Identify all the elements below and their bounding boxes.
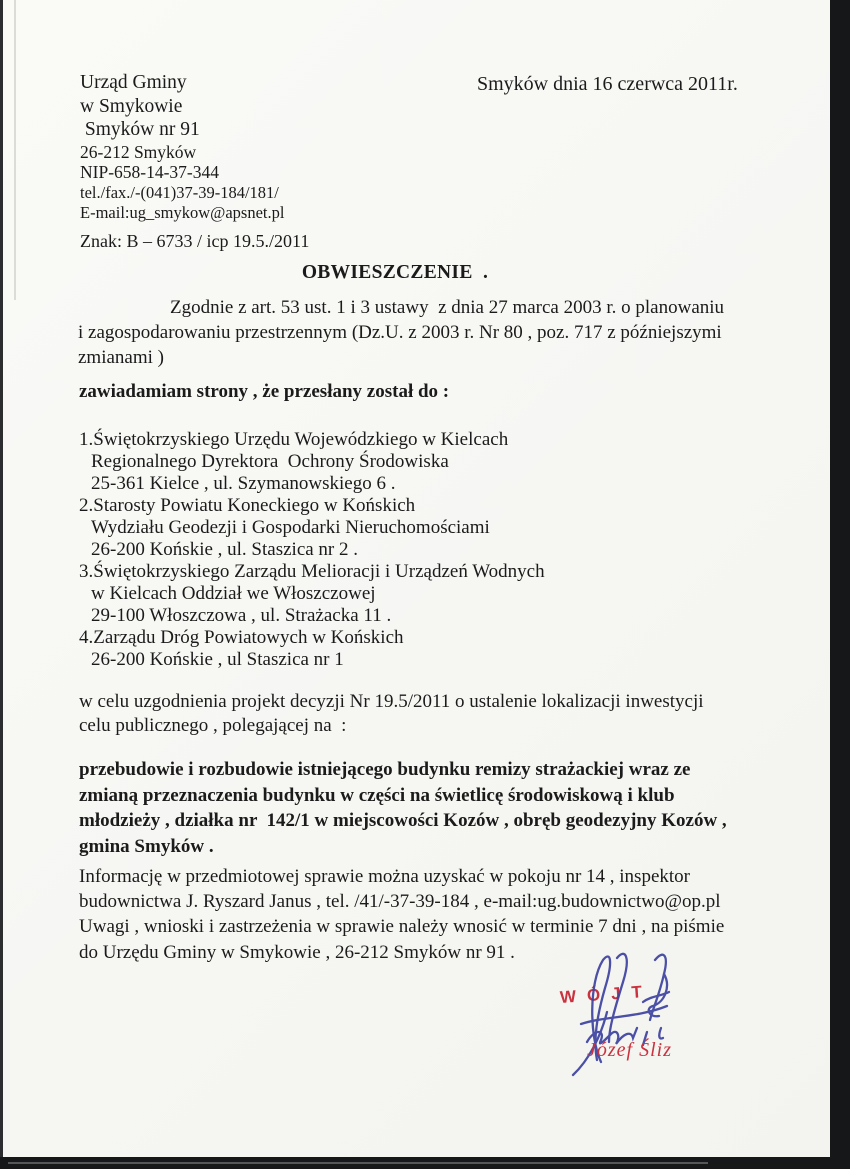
sender-name: Urząd Gminy <box>80 72 187 93</box>
recipient-3-address: 29-100 Włoszczowa , ul. Strażacka 11 . <box>91 605 392 626</box>
sender-address-block <box>80 71 284 223</box>
scan-artifact-streak <box>14 0 16 300</box>
contact-info-line: budownictwa J. Ryszard Janus , tel. /41/-37-39-184 , e-mail:ug.budownictwo@op.pl <box>79 891 721 913</box>
sender-postcode: 26-212 Smyków <box>80 141 197 162</box>
contact-info-line: do Urzędu Gminy w Smykowie , 26-212 Smyków nr 91 . <box>79 941 515 963</box>
mayor-stamp-name: Józef Śliz <box>587 1039 672 1061</box>
recipient-2-address: 26-200 Końskie , ul. Staszica nr 2 . <box>91 539 359 560</box>
handwritten-signature-ink <box>543 944 713 1084</box>
project-description-line: zmianą przeznaczenia budynku w części na świetlicę środowiskową i klub <box>79 784 675 806</box>
place-and-date: Smyków dnia 16 czerwca 2011r. <box>477 73 738 95</box>
mayor-stamp-title: WÓJT <box>559 981 654 1007</box>
recipient-1-detail: Regionalnego Dyrektora Ochrony Środowiska <box>91 451 449 472</box>
project-description-paragraph <box>79 757 727 859</box>
recipient-1-name: 1.Świętokrzyskiego Urzędu Wojewódzkiego w Kielcach <box>79 429 509 450</box>
recipient-2-detail: Wydziału Geodezji i Gospodarki Nieruchomościami <box>91 517 490 538</box>
sender-locality: w Smykowie <box>80 95 183 117</box>
project-description-line: gmina Smyków . <box>79 835 214 857</box>
project-description-line: przebudowie i rozbudowie istniejącego budynku remizy strażackiej wraz ze <box>79 759 691 780</box>
legal-basis-line: Zgodnie z art. 53 ust. 1 i 3 ustawy z dnia 27 marca 2003 r. o planowaniu <box>170 297 725 318</box>
project-description-line: młodzieży , działka nr 142/1 w miejscowości Kozów , obręb geodezyjny Kozów , <box>79 810 727 831</box>
purpose-line: celu publicznego , polegającej na : <box>79 714 347 736</box>
legal-basis-paragraph <box>78 295 724 370</box>
sender-nip: NIP-658-14-37-344 <box>80 162 220 182</box>
legal-basis-line: i zagospodarowaniu przestrzennym (Dz.U. z 2003 r. Nr 80 , poz. 717 z późniejszymi <box>78 322 722 343</box>
recipient-4-address: 26-200 Końskie , ul Staszica nr 1 <box>91 649 344 670</box>
recipients-list <box>79 429 545 671</box>
notification-statement: zawiadamiam strony , że przesłany został do : <box>79 381 450 402</box>
contact-info-line: Uwagi , wnioski i zastrzeżenia w sprawie należy wnosić w terminie 7 dni , na piśmie <box>79 916 725 938</box>
document-title: OBWIESZCZENIE . <box>301 262 489 283</box>
case-reference-number: Znak: B – 6733 / icp 19.5./2011 <box>80 231 310 251</box>
recipient-4-name: 4.Zarządu Dróg Powiatowych w Końskich <box>79 627 404 648</box>
sender-phone-fax: tel./fax./-(041)37-39-184/181/ <box>80 182 279 202</box>
recipient-3-detail: w Kielcach Oddział we Włoszczowej <box>91 583 376 604</box>
sender-email: E-mail:ug_smykow@apsnet.pl <box>80 202 285 222</box>
recipient-1-address: 25-361 Kielce , ul. Szymanowskiego 6 . <box>91 473 396 494</box>
purpose-line: w celu uzgodnienia projekt decyzji Nr 19.5/2011 o ustalenie lokalizacji inwestycji <box>79 691 704 712</box>
recipient-2-name: 2.Starosty Powiatu Koneckiego w Końskich <box>79 495 416 516</box>
scan-bottom-edge-streak <box>8 1162 708 1164</box>
recipient-3-name: 3.Świętokrzyskiego Zarządu Melioracji i Urządzeń Wodnych <box>79 561 545 582</box>
sender-street: Smyków nr 91 <box>80 119 200 140</box>
contact-info-line: Informację w przedmiotowej sprawie można uzyskać w pokoju nr 14 , inspektor <box>79 866 690 887</box>
legal-basis-line: zmianami ) <box>78 347 164 368</box>
purpose-paragraph <box>79 690 704 737</box>
